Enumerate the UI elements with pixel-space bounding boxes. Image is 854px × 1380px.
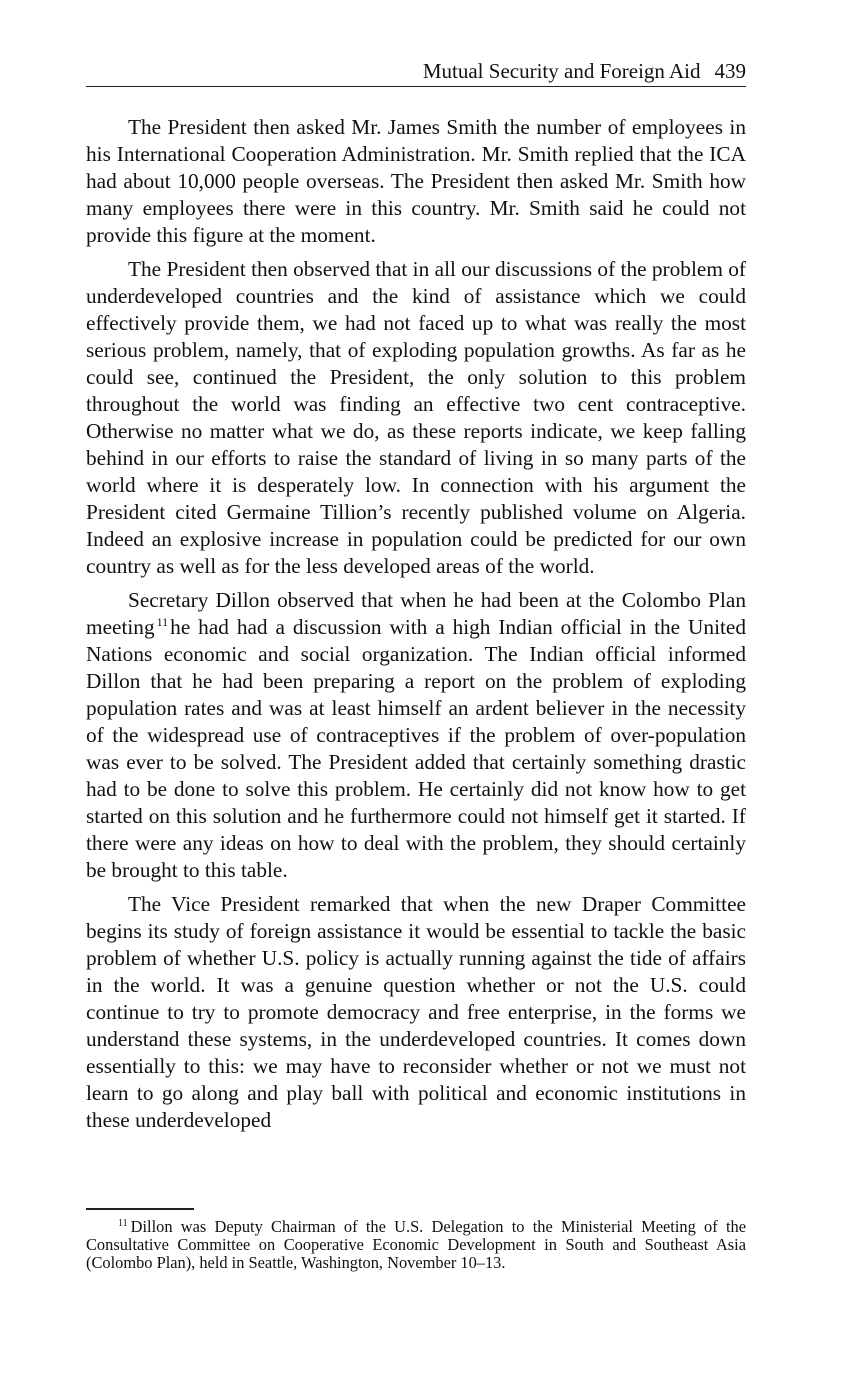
body-text	[86, 114, 746, 1134]
running-header	[86, 58, 746, 87]
paragraph-3-text-after: he had had a discussion with a high Indian official in the United Nations economic and social organization. The Indian official informed Dillon that he had been preparing a report on the problem of exploding population rates and was at least himself an ardent believer in the necessity of the widespread use of contraceptives if the problem of over-population was ever to be solved. The President added that certainly something drastic had to be done to solve this problem. He certainly did not know how to get started on this solution and he furthermore could not himself get it started. If there were any ideas on how to deal with the problem, they should certainly be brought to this table.	[86, 615, 746, 882]
page-number: 439	[714, 59, 746, 83]
footnote	[86, 1218, 746, 1272]
page	[86, 58, 746, 1141]
paragraph-3-text-before: Secretary Dillon observed that when he had been at the Colombo Plan meeting	[86, 588, 746, 639]
footnote-number: 11	[118, 1217, 128, 1229]
paragraph-3	[86, 587, 746, 884]
paragraph-2: The President then observed that in all our discussions of the problem of underdeveloped countries and the kind of assistance which we could effectively provide them, we had not faced up to what was really the most serious problem, namely, that of exploding population growths. As far as he could see, continued the President, the only solution to this problem throughout the world was finding an effective two cent contraceptive. Otherwise no matter what we do, as these reports indicate, we keep falling behind in our efforts to raise the standard of living in so many parts of the world where it is desperately low. In connection with his argument the President cited Germaine Tillion’s recently published volume on Algeria. Indeed an explosive increase in population could be predicted for our own country as well as for the less developed areas of the world.	[86, 257, 746, 578]
footnote-reference: 11	[156, 614, 169, 629]
paragraph-1: The President then asked Mr. James Smith the number of employees in his International Cooperation Administration. Mr. Smith replied that the ICA had about 10,000 people overseas. The President then asked Mr. Smith how many employees there were in this country. Mr. Smith said he could not provide this figure at the moment.	[86, 115, 746, 247]
paragraph-4: The Vice President remarked that when the new Draper Committee begins its study of foreign assistance it would be essential to tackle the basic problem of whether U.S. policy is actually running against the tide of affairs in the world. It was a genuine question whether or not the U.S. could continue to try to promote democracy and free enterprise, in the forms we understand these systems, in the underdeveloped countries. It comes down essentially to this: we may have to reconsider whether or not we must not learn to go along and play ball with political and economic institutions in these underdeveloped	[86, 892, 746, 1132]
footnote-text: Dillon was Deputy Chairman of the U.S. Delegation to the Ministerial Meeting of the Consultative Committee on Cooperative Economic Development in South and Southeast Asia (Colombo Plan), held in Seattle, Washington, November 10–13.	[86, 1217, 746, 1272]
running-header-title: Mutual Security and Foreign Aid	[422, 59, 701, 83]
footnote-divider	[86, 1208, 194, 1210]
